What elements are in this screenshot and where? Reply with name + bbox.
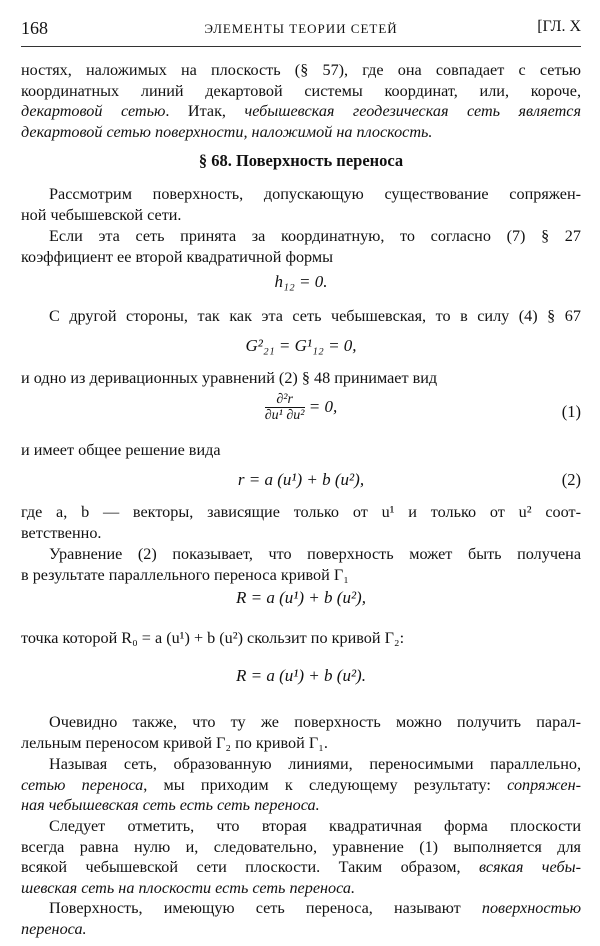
equation-2-label: (2) (561, 470, 581, 489)
p7-line-1: Уравнение (2) показывает, что поверхность может быть получена (49, 545, 581, 563)
p10-line-1: Называя сеть, образованную линиями, переносимыми параллельно, (49, 755, 581, 773)
p8-line-1: точка которой R₀ = a (u¹) + b (u²) скользит по кривой Γ₂: (21, 629, 405, 647)
equation-1-denominator: ∂u¹ ∂u² (264, 408, 305, 423)
p2-line-2: коэффициент ее второй квадратичной формы (21, 247, 334, 266)
p11-line-1: Следует отметить, что вторая квадратичная форма плоскости (49, 817, 581, 835)
result-start: сопряжен- (507, 775, 581, 794)
p10-line-2 (21, 775, 581, 796)
p11-line-3-text: всякой чебышевской сети плоскости. Таким образом, (21, 858, 480, 876)
term-translation-net: сетью переноса (21, 775, 144, 794)
paragraph-2 (21, 226, 581, 267)
theorem-end: декартовой сетью поверхности, наложимой на плоскость. (21, 122, 433, 141)
page-number: 168 (21, 18, 48, 38)
p7-line-2: в результате параллельного переноса кривой Γ₁ (21, 565, 349, 584)
running-title: ЭЛЕМЕНТЫ ТЕОРИИ СЕТЕЙ (204, 21, 398, 36)
conclusion-end: шевская сеть на плоскости есть сеть переноса. (21, 878, 356, 897)
conclusion-start: всякая чебы- (479, 858, 581, 876)
equation-1-fraction (265, 392, 305, 424)
term-translation-surface: поверхностью (481, 899, 581, 917)
p9-line-2: лельным переносом кривой Γ₂ по кривой Γ₁. (21, 733, 328, 752)
equation-1-label: (1) (561, 402, 581, 421)
p4-line-1: и одно из деривационных уравнений (2) § 48 принимает вид (21, 369, 438, 387)
equation-1-numerator: ∂²r (265, 392, 305, 408)
p6-line-1: где a, b — векторы, зависящие только от u¹ и только от u² соот- (21, 503, 581, 521)
paragraph-7 (21, 544, 581, 585)
equation-2-body: r = a (u¹) + b (u²), (237, 470, 365, 489)
equation-h12: h₁₂ = 0. (274, 272, 328, 291)
p2-line-1: Если эта сеть принята за координатную, то согласно (7) § 27 (49, 227, 581, 245)
paragraph-11 (21, 816, 581, 898)
paragraph-5 (21, 440, 581, 461)
intro-line-1: ностях, наложимых на плоскость (§ 57), где она совпадает с сетью (21, 61, 581, 79)
p1-line-2: ной чебышевской сети. (21, 205, 182, 224)
equation-2 (21, 470, 581, 490)
intro-paragraph (21, 60, 581, 142)
paragraph-12 (21, 898, 581, 939)
p12-line-1 (21, 898, 581, 919)
header-rule (21, 46, 581, 47)
paragraph-10 (21, 754, 581, 816)
intro-line-4 (21, 122, 581, 143)
intro-line-3-mid: . Итак, (165, 102, 245, 120)
paragraph-6 (21, 502, 581, 543)
p9-line-1: Очевидно также, что ту же поверхность можно получить парал- (49, 713, 581, 731)
equation-R2: R = a (u¹) + b (u²). (236, 666, 366, 685)
section-heading: § 68. Поверхность переноса (198, 151, 404, 170)
p10-line-2-mid: , мы приходим к следующему результату: (143, 775, 508, 794)
book-page (21, 0, 581, 946)
term-translation-surface-end: переноса. (21, 919, 87, 938)
intro-line-2: координатных линий декартовой системы координат, или, короче, (21, 81, 581, 100)
equation-R1: R = a (u¹) + b (u²), (236, 588, 366, 607)
p3-line-1: С другой стороны, так как эта сеть чебышевская, то в силу (4) § 67 (49, 307, 581, 325)
paragraph-3 (21, 306, 581, 327)
paragraph-9 (21, 712, 581, 753)
p11-line-3 (21, 857, 581, 878)
paragraph-1 (21, 184, 581, 225)
paragraph-8 (21, 628, 581, 649)
theorem-start: чебышевская геодезическая сеть является (244, 102, 581, 120)
running-header (21, 18, 581, 40)
p11-line-2: всегда равна нулю и, следовательно, уравнение (1) выполняется для (21, 837, 581, 856)
term-cartesian-net: декартовой сетью (21, 102, 166, 120)
intro-line-3 (21, 101, 581, 122)
p10-line-3 (21, 795, 581, 816)
equation-1-rhs: = 0, (308, 396, 338, 416)
result-end: ная чебышевская сеть есть сеть переноса. (21, 796, 320, 814)
p12-line-1-text: Поверхность, имеющую сеть переноса, называют (49, 899, 482, 917)
equation-christoffel: G²₂₁ = G¹₁₂ = 0, (245, 336, 357, 355)
p5-line-1: и имеет общее решение вида (21, 441, 221, 459)
chapter-marker: [ГЛ. X (537, 18, 581, 35)
paragraph-4 (21, 368, 581, 389)
p6-line-2: ветственно. (21, 523, 102, 542)
p1-line-1: Рассмотрим поверхность, допускающую существование сопряжен- (49, 185, 581, 203)
p11-line-4 (21, 878, 581, 899)
equation-1 (21, 392, 581, 434)
p12-line-2 (21, 919, 581, 940)
